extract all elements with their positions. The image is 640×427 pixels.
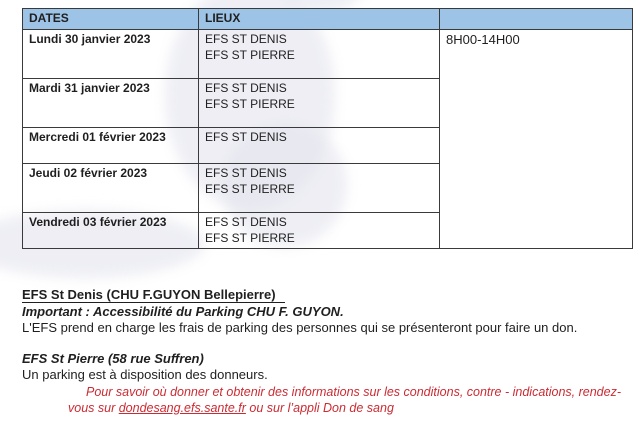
hours-cell: 8H00-14H00 <box>440 30 633 249</box>
st-denis-important: Important : Accessibilité du Parking CHU F. GUYON. <box>22 303 344 319</box>
st-pierre-heading: EFS St Pierre (58 rue Suffren) <box>22 350 204 366</box>
lieux-line: EFS ST DENIS <box>205 81 287 95</box>
st-denis-body: L'EFS prend en charge les frais de parking des personnes qui se présenteront pour faire un don. <box>22 320 578 335</box>
st-pierre-body: Un parking est à disposition des donneurs. <box>22 367 268 382</box>
table-row <box>23 30 633 79</box>
lieux-line: EFS ST DENIS <box>205 215 287 229</box>
lieux-line: EFS ST PIERRE <box>205 230 295 245</box>
lieux-line: EFS ST DENIS <box>205 130 287 144</box>
dondesang-link[interactable]: dondesang.efs.sante.fr <box>118 400 246 415</box>
table-header-row <box>23 9 633 30</box>
header-hours <box>440 9 633 30</box>
date-cell: Vendredi 03 février 2023 <box>23 213 199 249</box>
red-notice-line2-prefix: vous sur <box>68 400 119 415</box>
spacer <box>22 337 628 351</box>
st-denis-heading-line <box>22 287 628 304</box>
st-denis-heading: EFS St Denis (CHU F.GUYON Bellepierre) <box>22 287 285 303</box>
lieux-cell <box>199 164 440 213</box>
lieux-line: EFS ST PIERRE <box>205 181 295 196</box>
red-notice-line2 <box>68 400 628 416</box>
lieux-cell <box>199 79 440 128</box>
header-dates: DATES <box>23 9 199 30</box>
date-cell: Mardi 31 janvier 2023 <box>23 79 199 128</box>
red-notice-line1: Pour savoir où donner et obtenir des informations sur les conditions, contre - indications, rendez- <box>86 384 622 399</box>
notes-section <box>22 287 628 416</box>
lieux-line: EFS ST DENIS <box>205 166 287 180</box>
date-cell: Lundi 30 janvier 2023 <box>23 30 199 79</box>
header-lieux: LIEUX <box>199 9 440 30</box>
date-cell: Mercredi 01 février 2023 <box>23 128 199 164</box>
red-notice-line2-suffix: ou sur l’appli Don de sang <box>245 400 394 415</box>
lieux-line: EFS ST DENIS <box>205 32 287 46</box>
date-cell: Jeudi 02 février 2023 <box>23 164 199 213</box>
lieux-cell <box>199 128 440 164</box>
red-notice <box>68 384 628 416</box>
lieux-cell <box>199 30 440 79</box>
lieux-cell <box>199 213 440 249</box>
schedule-table <box>22 8 633 249</box>
lieux-line: EFS ST PIERRE <box>205 47 295 62</box>
lieux-line: EFS ST PIERRE <box>205 96 295 111</box>
